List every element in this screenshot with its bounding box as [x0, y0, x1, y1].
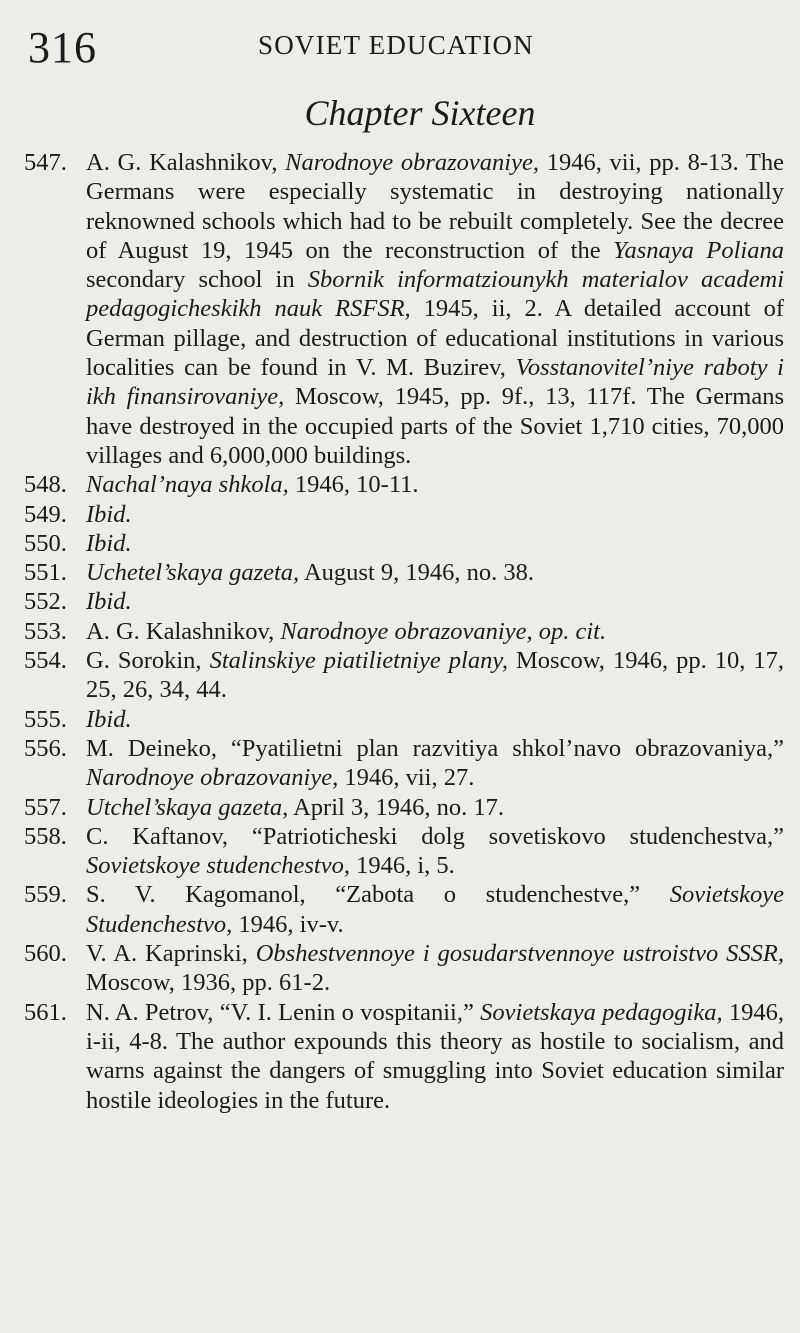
- endnote: [24, 998, 784, 1115]
- endnote-text: [86, 500, 784, 529]
- endnote-italic-segment: Narodnoye obrazovaniye,: [86, 764, 339, 792]
- endnote-italic-segment: Sovietskaya pedagogika,: [480, 998, 723, 1026]
- endnote-number: 552.: [24, 588, 67, 616]
- endnote: [24, 793, 784, 822]
- endnote: [24, 587, 784, 616]
- endnote-text-segment: M. Deineko, “Pyatilietni plan razvitiya shkol’navo obrazovaniya,”: [86, 734, 784, 762]
- endnote-number: 548.: [24, 471, 67, 499]
- endnote-text-segment: A. G. Kalashnikov,: [86, 617, 281, 645]
- endnote-italic-segment: Nachal’naya shkola,: [86, 471, 289, 499]
- endnote-text: [86, 558, 784, 587]
- endnote-italic-segment: Sovietskoye studenchestvo,: [86, 852, 350, 880]
- endnote-italic-segment: Obshestvennoye i gosudarstvennoye ustroistvo SSSR,: [255, 940, 784, 968]
- endnote-text: [86, 939, 784, 998]
- endnote: [24, 880, 784, 939]
- endnote: [24, 470, 784, 499]
- endnote-text: [86, 617, 784, 646]
- endnote-italic-segment: Sovietskoye Studenchestvo,: [86, 881, 784, 938]
- endnote-text-segment: 1946, i, 5.: [349, 852, 455, 880]
- endnote-italic-segment: Stalinskiye piatilietniye plany,: [209, 647, 508, 675]
- endnote-number: 547.: [24, 149, 67, 176]
- endnote: [24, 734, 784, 793]
- endnote-text: [86, 822, 784, 881]
- page-number: 316: [28, 23, 97, 72]
- endnote-text-segment: 1946, 10-11.: [288, 471, 419, 499]
- endnote-italic-segment: Utchel’skaya gazeta,: [86, 793, 289, 821]
- endnote-italic-segment: Ibid.: [86, 500, 132, 528]
- endnote-text: [86, 148, 784, 470]
- endnote: [24, 617, 784, 646]
- endnote: [24, 822, 784, 881]
- endnote-italic-segment: Narodnoye obrazovaniye,: [285, 149, 539, 176]
- endnote-italic-segment: Vosstanovitel’niye raboty i ikh finansirovaniye,: [86, 354, 784, 411]
- endnote-text-segment: secondary school in: [86, 266, 308, 294]
- endnote-italic-segment: Narodnoye obrazovaniye, op. cit.: [280, 617, 607, 645]
- endnote-text: [86, 880, 784, 939]
- endnote-text-segment: 1946, vii, pp. 8-13. The Germans were especially systematic in destroying nationally reknowned schools which had to be rebuilt completely. See the decree of August 19, 1945 on the reconstruction of the: [86, 149, 784, 264]
- endnote-text: [86, 587, 784, 616]
- endnote-text-segment: April 3, 1946, no. 17.: [288, 793, 505, 821]
- endnote-number: 550.: [24, 529, 67, 557]
- endnote-number: 559.: [24, 881, 67, 909]
- endnote: [24, 500, 784, 529]
- endnote-text-segment: August 9, 1946, no. 38.: [299, 559, 534, 587]
- endnote-text: [86, 793, 784, 822]
- endnote-italic-segment: Ibid.: [86, 705, 132, 733]
- endnote-number: 554.: [24, 647, 67, 675]
- endnote-text-segment: V. A. Kaprinski,: [86, 940, 256, 968]
- endnote: [24, 529, 784, 558]
- endnote-text-segment: C. Kaftanov, “Patrioticheski dolg sovetiskovo studenchestva,”: [86, 822, 784, 850]
- endnote-number: 549.: [24, 500, 67, 528]
- endnote-number: 560.: [24, 940, 67, 968]
- endnote-number: 561.: [24, 998, 67, 1026]
- endnotes-list: [24, 148, 784, 1115]
- endnote: [24, 148, 784, 470]
- endnote-number: 558.: [24, 822, 67, 850]
- endnote: [24, 705, 784, 734]
- page-header: [20, 22, 780, 72]
- endnote: [24, 939, 784, 998]
- endnote-italic-segment: Ibid.: [86, 529, 132, 557]
- endnote-text: [86, 646, 784, 705]
- running-head: SOVIET EDUCATION: [258, 30, 534, 60]
- endnote-text: [86, 470, 784, 499]
- endnote-italic-segment: Ibid.: [86, 588, 132, 616]
- endnote-text-segment: S. V. Kagomanol, “Zabota o studenchestve,”: [86, 881, 670, 909]
- endnote-number: 553.: [24, 617, 67, 645]
- endnote-italic-segment: Uchetel’skaya gazeta,: [86, 559, 300, 587]
- endnote-text: [86, 998, 784, 1115]
- endnote-text-segment: A. G. Kalashnikov,: [86, 149, 286, 176]
- chapter-title: Chapter Sixteen: [304, 93, 536, 133]
- endnote-number: 555.: [24, 705, 67, 733]
- endnote-text-segment: G. Sorokin,: [86, 647, 210, 675]
- endnote-text-segment: 1946, i-ii, 4-8. The author expounds this theory as hostile to socialism, and warns against the dangers of smuggling into Soviet education similar hostile ideologies in the future.: [86, 998, 785, 1114]
- endnote-text: [86, 705, 784, 734]
- endnote-text: [86, 529, 784, 558]
- endnote-number: 557.: [24, 793, 67, 821]
- endnote-text-segment: 1945, ii, 2. A detailed account of German pillage, and destruction of educational institutions in various localities can be found in V. M. Buzirev,: [86, 295, 784, 382]
- endnote-text-segment: 1946, iv-v.: [232, 910, 344, 938]
- endnote-text-segment: Moscow, 1946, pp. 10, 17, 25, 26, 34, 44.: [86, 647, 784, 704]
- endnote-number: 551.: [24, 559, 67, 587]
- endnote-italic-segment: Sbornik informatziounykh materialov academi pedagogicheskikh nauk RSFSR,: [86, 266, 784, 323]
- endnote-italic-segment: Yasnaya Poliana: [613, 236, 784, 264]
- endnote: [24, 558, 784, 587]
- endnote-text-segment: Moscow, 1936, pp. 61-2.: [86, 969, 331, 997]
- endnote: [24, 646, 784, 705]
- endnote-text: [86, 734, 784, 793]
- endnote-text-segment: Moscow, 1945, pp. 9f., 13, 117f. The Germans have destroyed in the occupied parts of the Soviet 1,710 cities, 70,000 villages and 6,000,000 buildings.: [86, 383, 784, 469]
- endnote-number: 556.: [24, 734, 67, 762]
- endnote-text-segment: 1946, vii, 27.: [338, 764, 475, 792]
- endnote-text-segment: N. A. Petrov, “V. I. Lenin o vospitanii,”: [86, 998, 481, 1026]
